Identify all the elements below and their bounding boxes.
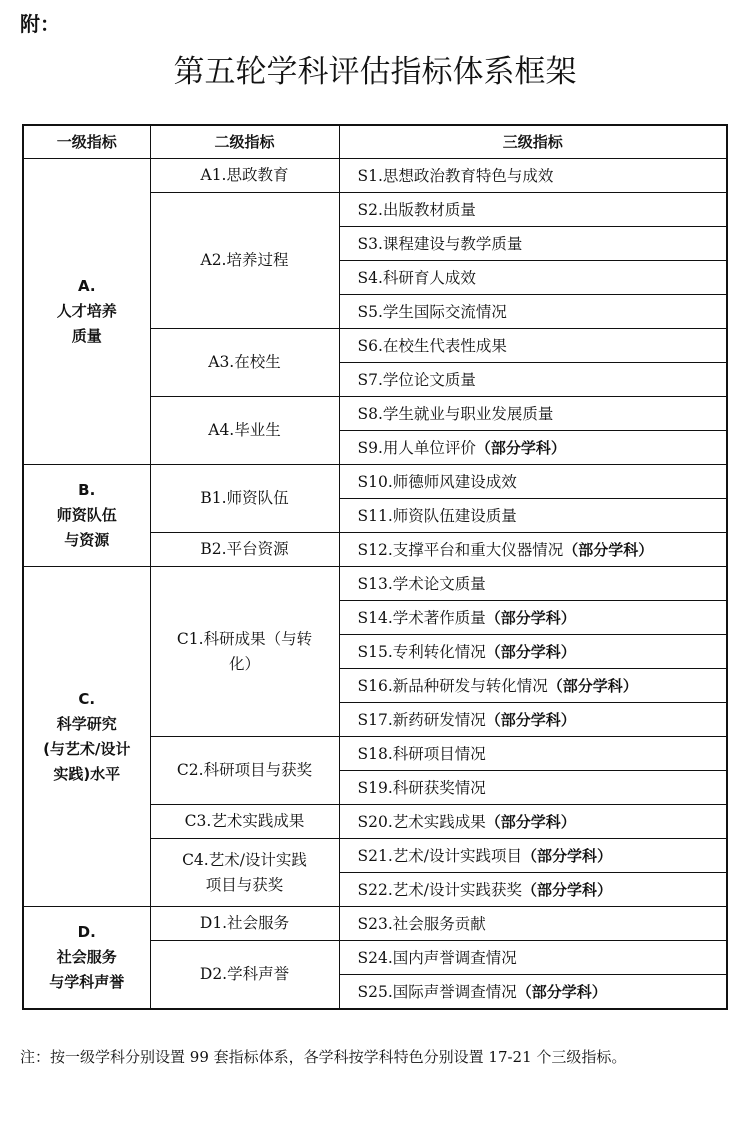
level3-indicator: S24.国内声誉调查情况	[339, 941, 727, 975]
level3-indicator: S20.艺术实践成果（部分学科）	[339, 805, 727, 839]
level2-indicator: C3.艺术实践成果	[150, 805, 339, 839]
level2-indicator: B2.平台资源	[150, 533, 339, 567]
level3-indicator: S9.用人单位评价（部分学科）	[339, 431, 727, 465]
level3-indicator: S22.艺术/设计实践获奖（部分学科）	[339, 873, 727, 907]
partial-subject-tag: （部分学科）	[485, 710, 576, 729]
partial-subject-tag: （部分学科）	[516, 982, 607, 1001]
level3-indicator: S13.学术论文质量	[339, 567, 727, 601]
level3-indicator: S3.课程建设与教学质量	[339, 227, 727, 261]
partial-subject-tag: （部分学科）	[522, 846, 613, 865]
partial-subject-tag: （部分学科）	[522, 880, 613, 899]
level2-indicator: C1.科研成果（与转 化）	[150, 567, 339, 737]
level3-indicator: S6.在校生代表性成果	[339, 329, 727, 363]
level2-indicator: D1.社会服务	[150, 907, 339, 941]
header-level1: 一级指标	[23, 125, 150, 159]
indicator-table	[22, 124, 728, 1010]
level3-indicator: S10.师德师风建设成效	[339, 465, 727, 499]
level1-indicator: A. 人才培养 质量	[23, 159, 150, 465]
level3-indicator: S21.艺术/设计实践项目（部分学科）	[339, 839, 727, 873]
partial-subject-tag: （部分学科）	[485, 608, 576, 627]
level1-indicator: D. 社会服务 与学科声誉	[23, 907, 150, 1010]
table-header-row	[23, 125, 727, 159]
partial-subject-tag: （部分学科）	[563, 540, 654, 559]
level3-indicator: S14.学术著作质量（部分学科）	[339, 601, 727, 635]
partial-subject-tag: （部分学科）	[485, 812, 576, 831]
level2-indicator: A2.培养过程	[150, 193, 339, 329]
level2-indicator: D2.学科声誉	[150, 941, 339, 1010]
level2-indicator: A1.思政教育	[150, 159, 339, 193]
level2-indicator: A4.毕业生	[150, 397, 339, 465]
level2-indicator: C4.艺术/设计实践 项目与获奖	[150, 839, 339, 907]
level3-indicator: S25.国际声誉调查情况（部分学科）	[339, 975, 727, 1010]
level3-indicator: S15.专利转化情况（部分学科）	[339, 635, 727, 669]
table-row	[23, 567, 727, 601]
table-row	[23, 907, 727, 941]
level2-indicator: A3.在校生	[150, 329, 339, 397]
table-body	[23, 159, 727, 1010]
partial-subject-tag: （部分学科）	[547, 676, 638, 695]
level1-indicator: C. 科学研究 (与艺术/设计 实践)水平	[23, 567, 150, 907]
level3-indicator: S4.科研育人成效	[339, 261, 727, 295]
level3-indicator: S12.支撑平台和重大仪器情况（部分学科）	[339, 533, 727, 567]
appendix-label: 附：	[20, 12, 60, 36]
header-level2: 二级指标	[150, 125, 339, 159]
footnote: 注：按一级学科分别设置 99 套指标体系，各学科按学科特色分别设置 17-21 个三级指标。	[20, 1048, 627, 1066]
level3-indicator: S1.思想政治教育特色与成效	[339, 159, 727, 193]
partial-subject-tag: （部分学科）	[485, 642, 576, 661]
level3-indicator: S2.出版教材质量	[339, 193, 727, 227]
level3-indicator: S23.社会服务贡献	[339, 907, 727, 941]
level3-indicator: S5.学生国际交流情况	[339, 295, 727, 329]
table-row	[23, 465, 727, 499]
level3-indicator: S8.学生就业与职业发展质量	[339, 397, 727, 431]
table-row	[23, 159, 727, 193]
partial-subject-tag: （部分学科）	[475, 438, 566, 457]
level3-indicator: S18.科研项目情况	[339, 737, 727, 771]
level3-indicator: S17.新药研发情况（部分学科）	[339, 703, 727, 737]
level3-indicator: S11.师资队伍建设质量	[339, 499, 727, 533]
level3-indicator: S7.学位论文质量	[339, 363, 727, 397]
level2-indicator: B1.师资队伍	[150, 465, 339, 533]
header-level3: 三级指标	[339, 125, 727, 159]
level1-indicator: B. 师资队伍 与资源	[23, 465, 150, 567]
level3-indicator: S19.科研获奖情况	[339, 771, 727, 805]
page-title: 第五轮学科评估指标体系框架	[173, 54, 577, 90]
level2-indicator: C2.科研项目与获奖	[150, 737, 339, 805]
level3-indicator: S16.新品种研发与转化情况（部分学科）	[339, 669, 727, 703]
